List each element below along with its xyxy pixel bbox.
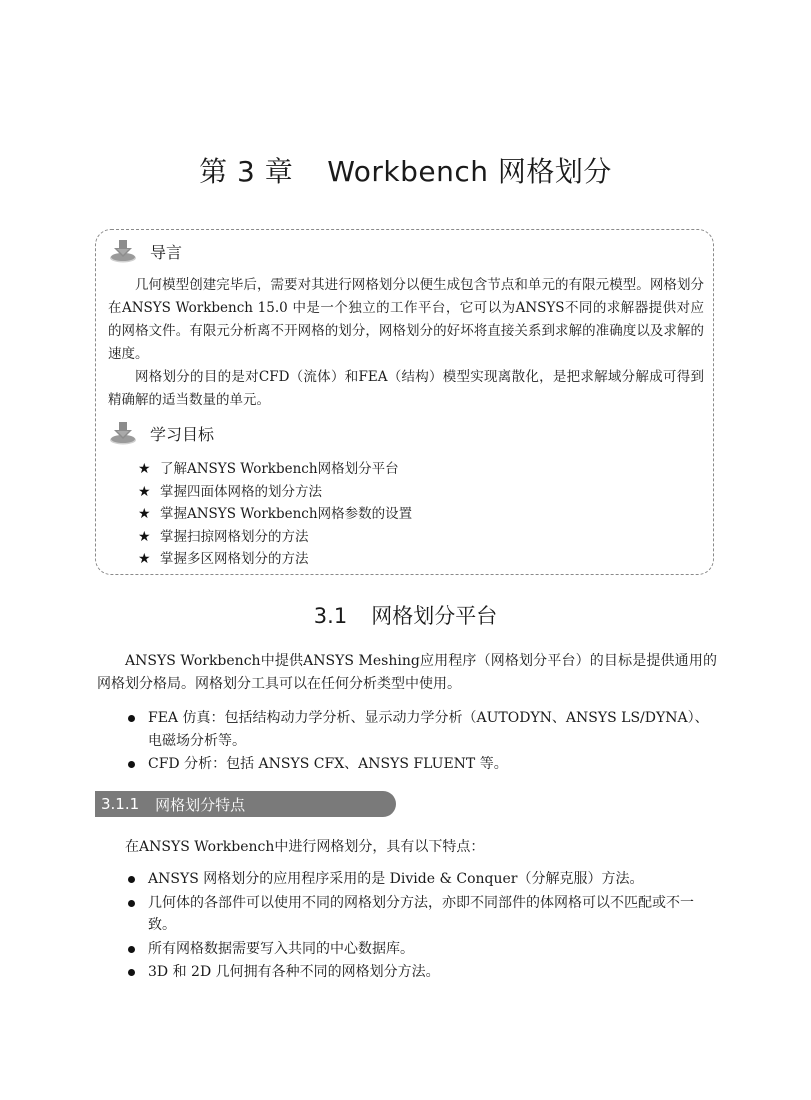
goals-heading-label: 学习目标: [150, 424, 215, 444]
list-item: ★ 了解ANSYS Workbench网格划分平台: [138, 458, 412, 481]
bullet-icon: [128, 876, 135, 883]
intro-heading: [108, 236, 182, 266]
bullet-icon: [128, 715, 135, 722]
star-icon: ★: [138, 551, 151, 567]
section-bullet-list: [128, 707, 713, 777]
download-tray-icon: [108, 420, 138, 446]
download-tray-icon: [108, 238, 138, 264]
bullet-icon: [128, 946, 135, 953]
subsection-heading-bar: [95, 791, 396, 817]
list-item: ★ 掌握多区网格划分的方法: [138, 548, 412, 571]
list-item: 几何体的各部件可以使用不同的网格划分方法，亦即不同部件的体网格可以不匹配或不一致。: [128, 892, 713, 937]
list-item: FEA 仿真：包括结构动力学分析、显示动力学分析（AUTODYN、ANSYS LS/DYNA）、电磁场分析等。: [128, 707, 713, 752]
section-title: [0, 600, 811, 630]
subsection-number: 3.1.1: [101, 795, 140, 813]
star-icon: ★: [138, 528, 151, 545]
star-icon: ★: [138, 483, 151, 500]
intro-paragraph-2: 网格划分的目的是对CFD（流体）和FEA（结构）模型实现离散化，是把求解域分解成可得到精确解的适当数量的单元。: [108, 369, 704, 408]
list-item: 所有网格数据需要写入共同的中心数据库。: [128, 938, 713, 961]
intro-paragraph-1: 几何模型创建完毕后，需要对其进行网格划分以便生成包含节点和单元的有限元模型。网格划分在ANSYS Workbench 15.0 中是一个独立的工作平台，它可以为ANSYS不同的求解器提供对应的网格文件。有限元分析离不开网格的划分，网格划分的好坏将直接关系到求解的准确度以及求解的速度。: [108, 277, 704, 362]
chapter-title: [0, 150, 811, 190]
bullet-icon: [128, 969, 135, 976]
goals-heading: [108, 418, 214, 448]
bullet-icon: [128, 900, 135, 907]
list-item: ★ 掌握ANSYS Workbench网格参数的设置: [138, 503, 412, 526]
subsection-paragraph: 在ANSYS Workbench中进行网格划分，具有以下特点：: [125, 839, 485, 855]
list-item: ANSYS 网格划分的应用程序采用的是 Divide & Conquer（分解克服）方法。: [128, 868, 713, 891]
subsection-bullet-list: [128, 868, 713, 985]
list-item: ★ 掌握扫掠网格划分的方法: [138, 526, 412, 549]
bullet-icon: [128, 761, 135, 768]
section-name: 网格划分平台: [371, 604, 498, 628]
star-icon: ★: [138, 506, 151, 522]
list-item: CFD 分析：包括 ANSYS CFX、ANSYS FLUENT 等。: [128, 753, 713, 776]
list-item: 3D 和 2D 几何拥有各种不同的网格划分方法。: [128, 961, 713, 984]
subsection-name: 网格划分特点: [155, 795, 246, 814]
star-icon: ★: [138, 461, 151, 477]
section-paragraph: ANSYS Workbench中提供ANSYS Meshing应用程序（网格划分平台）的目标是提供通用的网格划分格局。网格划分工具可以在任何分析类型中使用。: [97, 653, 717, 692]
chapter-name: Workbench 网格划分: [327, 155, 612, 188]
intro-heading-label: 导言: [150, 242, 183, 262]
learning-goals-list: [138, 458, 412, 571]
chapter-number: 第 3 章: [199, 155, 294, 188]
list-item: ★ 掌握四面体网格的划分方法: [138, 481, 412, 504]
section-number: 3.1: [313, 604, 348, 628]
